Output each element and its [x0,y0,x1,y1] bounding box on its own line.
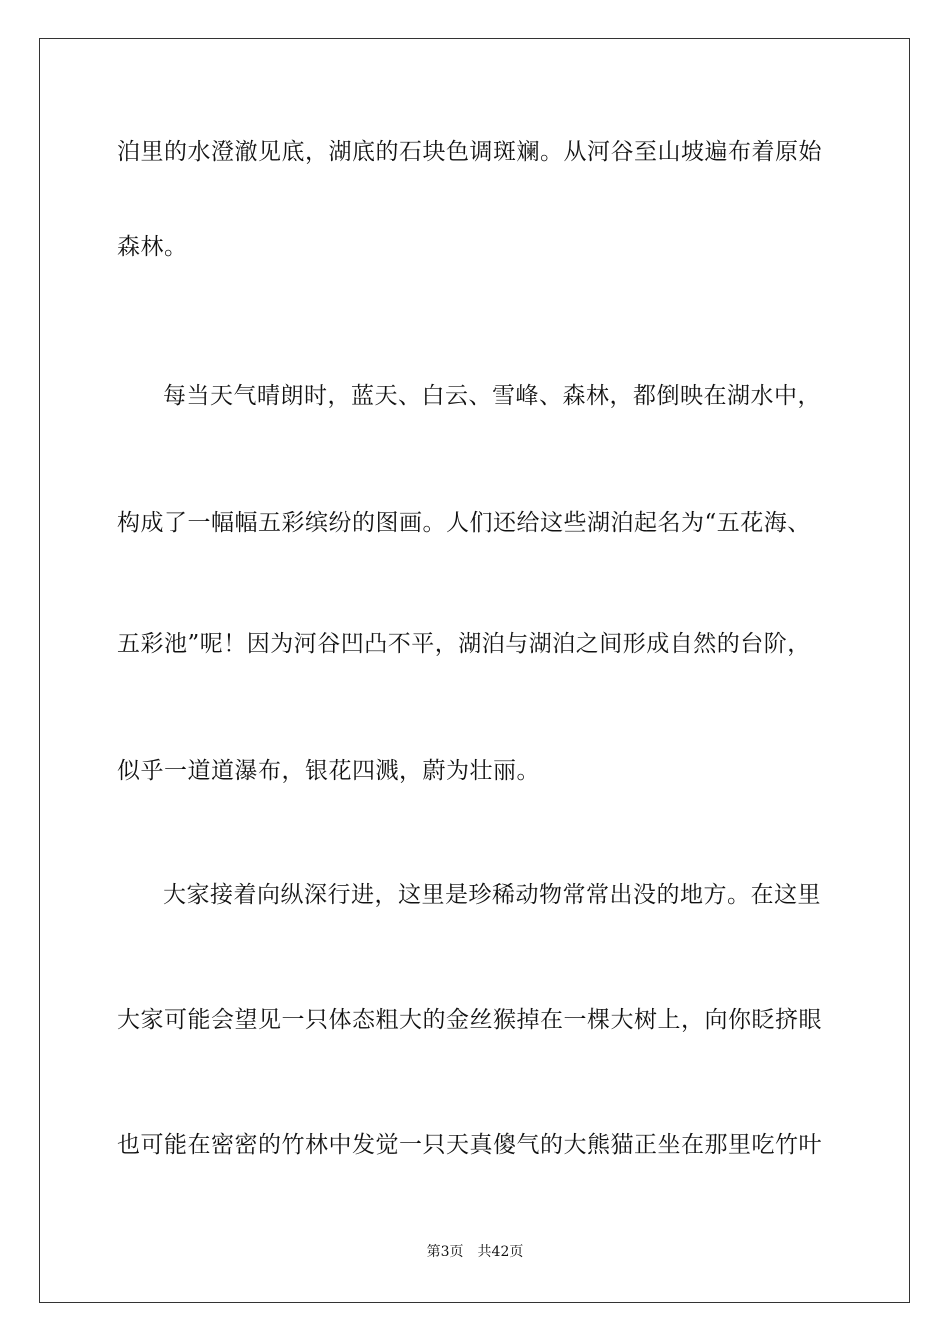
page-border [39,38,910,1303]
text-line-2: 森林。 [117,234,188,260]
text-line-3: 每当天气晴朗时，蓝天、白云、雪峰、森林，都倒映在湖水中， [163,383,821,409]
page-number: 第3页 [426,1244,464,1260]
page-footer [0,1243,950,1261]
text-line-9: 也可能在密密的竹林中发觉一只天真傻气的大熊猫正坐在那里吃竹叶 [117,1132,822,1158]
text-line-7: 大家接着向纵深行进，这里是珍稀动物常常出没的地方。在这里 [163,882,821,908]
page-total: 共42页 [477,1244,524,1260]
text-line-5: 五彩池”呢！因为河谷凹凸不平，湖泊与湖泊之间形成自然的台阶， [117,631,811,657]
text-line-8: 大家可能会望见一只体态粗大的金丝猴掉在一棵大树上，向你眨挤眼 [117,1007,822,1033]
text-line-4: 构成了一幅幅五彩缤纷的图画。人们还给这些湖泊起名为“五花海、 [117,510,811,536]
text-line-1: 泊里的水澄澈见底，湖底的石块色调斑斓。从河谷至山坡遍布着原始 [117,139,822,165]
text-line-6: 似乎一道道瀑布，银花四溅，蔚为壮丽。 [117,758,540,784]
